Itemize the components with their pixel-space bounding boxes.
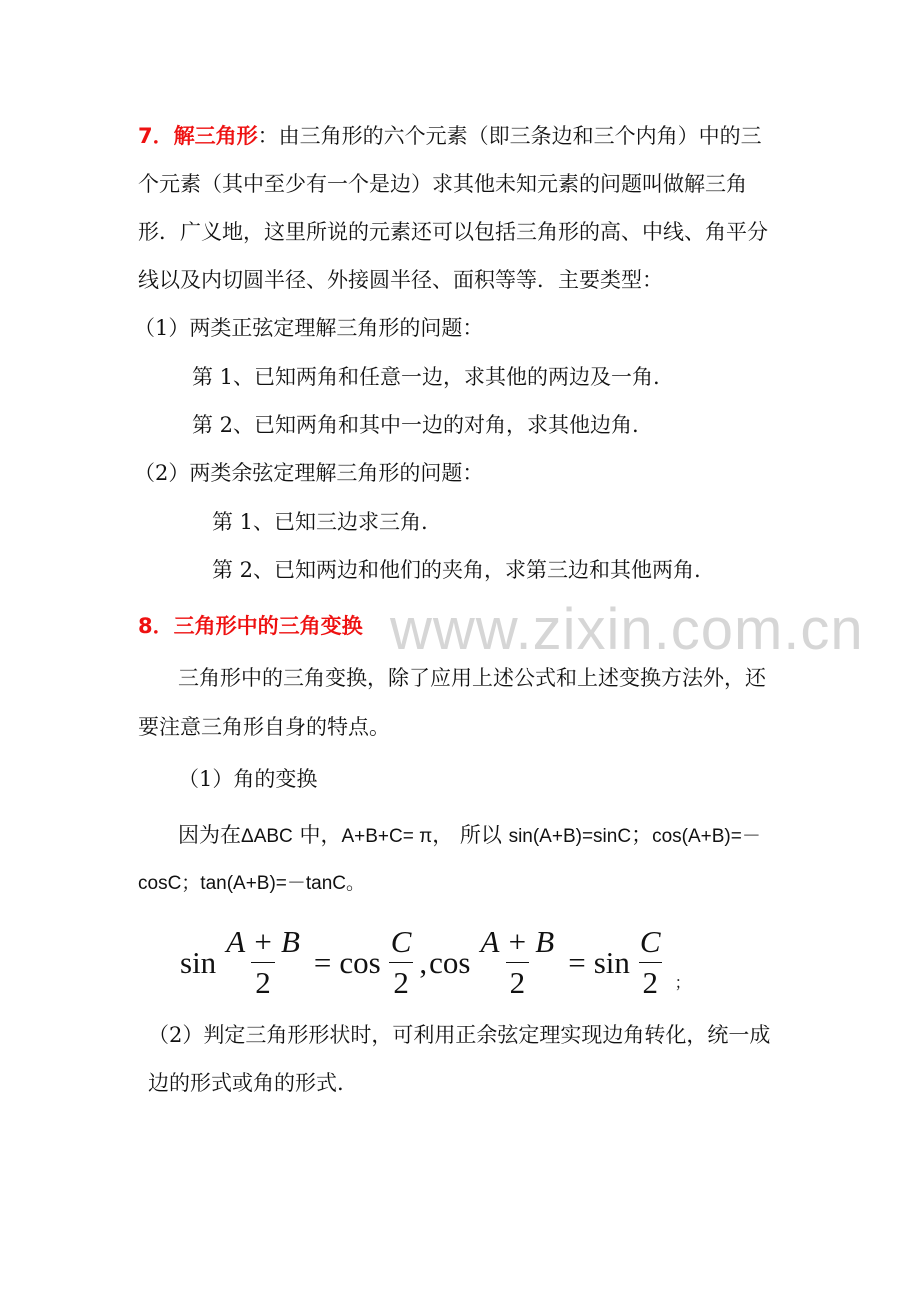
angle-transform-heading: （1）角的变换 [178, 767, 318, 791]
fraction-4-numerator: C [639, 924, 661, 959]
identity-so: ， 所以 [432, 823, 509, 847]
cosine-law-case-1: 第 1、已知三边求三角. [212, 510, 428, 534]
fraction-3-numerator: A + B [480, 924, 555, 959]
formula-fraction-1 [222, 924, 304, 1001]
section-8-intro-1: 三角形中的三角变换，除了应用上述公式和上述变换方法外，还 [178, 666, 766, 690]
identity-mid: 中， [292, 823, 342, 847]
sine-law-case-1: 第 1、已知两角和任意一边，求其他的两边及一角. [192, 365, 660, 389]
fraction-4-denominator: 2 [639, 962, 663, 1001]
formula-end-semicolon: ； [674, 975, 691, 992]
section-8-heading: 8．三角形中的三角变换 [138, 614, 363, 638]
formula-equals-1: = [313, 944, 332, 980]
cosine-law-heading: （2）两类余弦定理解三角形的问题： [134, 461, 484, 485]
fraction-1-denominator: 2 [251, 962, 275, 1001]
identity-intro: 因为在 [178, 823, 241, 847]
shape-judgement-line-2: 边的形式或角的形式. [148, 1071, 344, 1095]
shape-judgement-line-1: （2）判定三角形形状时，可利用正余弦定理实现边角转化，统一成 [148, 1023, 771, 1047]
section-7-line-4: 线以及内切圆半径、外接圆半径、面积等等．主要类型： [138, 268, 663, 292]
fraction-2-numerator: C [390, 924, 412, 959]
fraction-3-denominator: 2 [506, 962, 530, 1001]
fraction-1-numerator: A + B [226, 924, 300, 959]
sine-law-heading: （1）两类正弦定理解三角形的问题： [134, 316, 484, 340]
formula-sin-2: sin [593, 944, 630, 980]
formula-cos-2: cos [429, 944, 471, 980]
fraction-2-denominator: 2 [389, 962, 413, 1001]
section-8-heading-line [138, 611, 363, 641]
cosine-law-case-2: 第 2、已知两边和他们的夹角，求第三边和其他两角. [212, 558, 701, 582]
watermark: www.zixin.com.cn [390, 597, 864, 662]
formula-cos-1: cos [339, 944, 381, 980]
section-7-line-2: 个元素（其中至少有一个是边）求其他未知元素的问题叫做解三角 [138, 172, 747, 196]
cos-identity-start: cos(A+B)=－ [652, 826, 761, 847]
sin-identity: sin(A+B)=sinC [508, 826, 632, 847]
identity-semicolon: ； [631, 823, 653, 847]
section-7-line-3: 形．广义地，这里所说的元素还可以包括三角形的高、中线、角平分 [138, 220, 768, 244]
formula-comma: , [419, 944, 428, 980]
section-7-line-1 [138, 121, 762, 151]
formula-fraction-2 [387, 924, 416, 1001]
section-7-heading: 7．解三角形 [138, 124, 258, 148]
half-angle-formula [178, 924, 691, 1001]
section-7-text-1: ：由三角形的六个元素（即三条边和三个内角）中的三 [257, 124, 762, 148]
sine-law-case-2: 第 2、已知两角和其中一边的对角，求其他边角. [192, 413, 639, 437]
formula-equals-2: = [568, 944, 586, 980]
formula-fraction-4 [636, 924, 665, 1001]
triangle-abc: ΔABC [241, 826, 293, 847]
identity-line-2: cosC；tan(A+B)=－tanC。 [138, 873, 366, 894]
angle-sum: A+B+C= π [341, 826, 433, 847]
identity-line-1 [178, 820, 761, 852]
formula-fraction-3 [477, 924, 559, 1001]
section-8-intro-2: 要注意三角形自身的特点。 [138, 715, 390, 739]
formula-sin-1: sin [180, 944, 217, 980]
